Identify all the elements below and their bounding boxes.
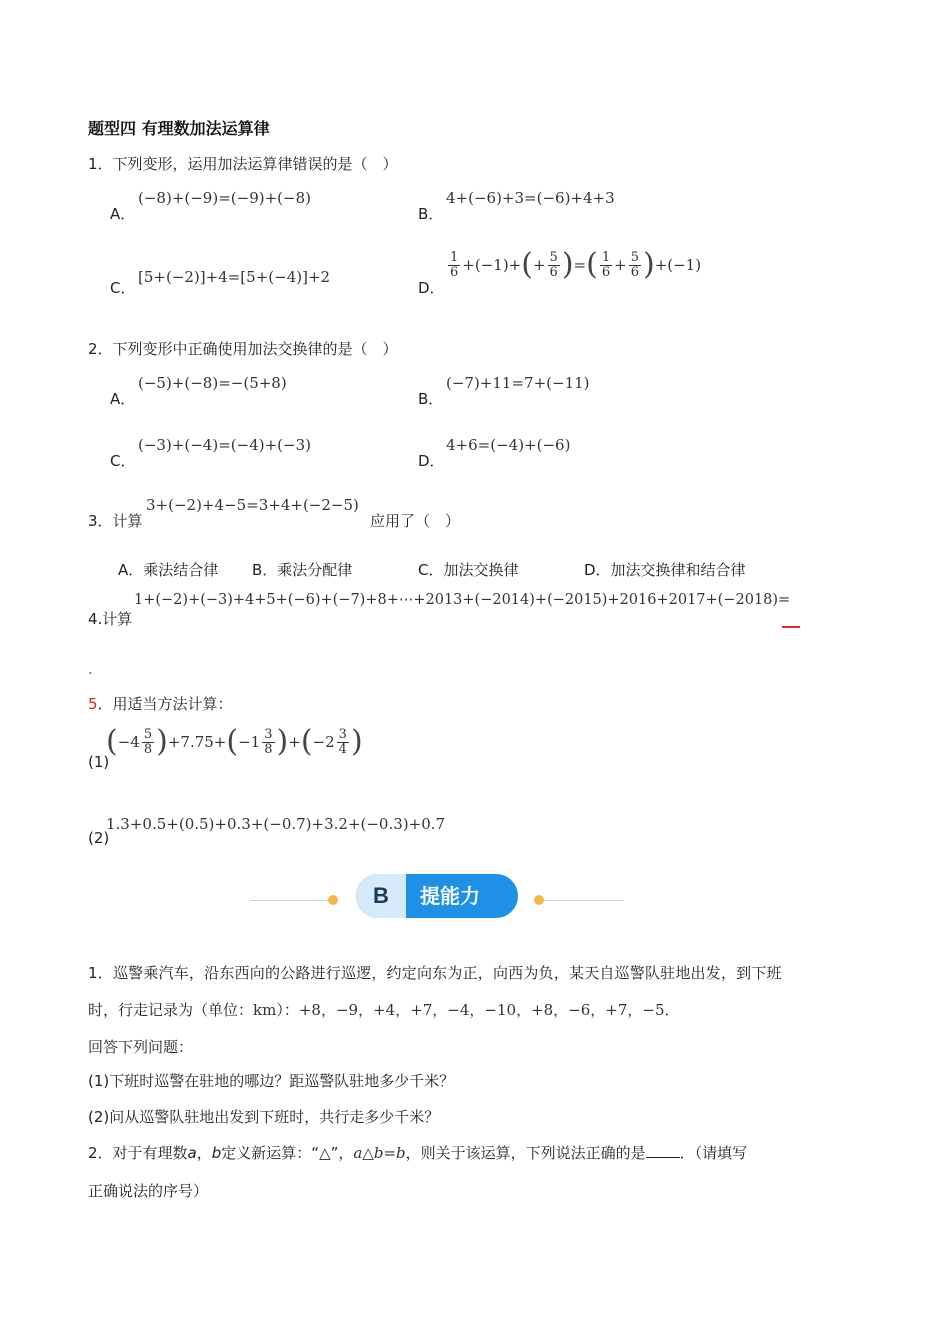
q5-number: 5	[88, 695, 98, 713]
b1-records: +8，−9，+4，+7，−4，−10，+8，−6，+7，−5．	[298, 1001, 680, 1019]
q5-part1-label: (1)	[88, 753, 110, 771]
q1-option-a-label: A．	[110, 205, 136, 223]
q3-option-c: C．加法交换律	[418, 561, 519, 579]
banner-line-left	[250, 900, 330, 901]
q1-option-c-expr: [5+(−2)]+4=[5+(−4)]+2	[138, 268, 331, 286]
q5-part1-expr: (−4 $\frac{5}{8}$ )+7.75+(−1 $\frac{3}{8}$ )+(−2 $\frac{3}{4}$ )	[106, 724, 363, 759]
b1-line2: 时，行走记录为（单位：km）：+8，−9，+4，+7，−4，−10，+8，−6，+7，−5．	[88, 1001, 680, 1019]
b2-answer-blank[interactable]	[646, 1157, 680, 1158]
banner-text: 提能力	[420, 884, 480, 908]
q3-prefix: 3．计算	[88, 512, 143, 530]
b2-line2: 正确说法的序号）	[88, 1182, 209, 1200]
q3-suffix: 应用了（ ）	[370, 512, 461, 530]
q5-part2-label: (2)	[88, 829, 110, 847]
b1-sub2: (2)问从巡警队驻地出发到下班时，共行走多少千米？	[88, 1108, 440, 1126]
banner-line-right	[544, 900, 624, 901]
q3-expr: 3+(−2)+4−5=3+4+(−2−5)	[146, 496, 359, 514]
b1-line3: 回答下列问题：	[88, 1038, 194, 1056]
q2-option-a-label: A．	[110, 390, 136, 408]
q3-option-d: D．加法交换律和结合律	[584, 561, 746, 579]
q3-option-a: A．乘法结合律	[118, 561, 219, 579]
q1-option-b-expr: 4+(−6)+3=(−6)+4+3	[446, 189, 615, 207]
b2-expr: a△b=b	[353, 1144, 406, 1162]
q5-part2-expr: 1.3+0.5+(0.5)+0.3+(−0.7)+3.2+(−0.3)+0.7	[106, 815, 446, 833]
q4-answer-blank[interactable]	[782, 614, 800, 632]
b2-line1: 2．对于有理数a，b定义新运算：“△”，a△b=b，则关于该运算，下列说法正确的是 ．（请填写	[88, 1144, 748, 1162]
q2-option-b-expr: (−7)+11=7+(−11)	[446, 374, 590, 392]
q2-option-c-label: C．	[110, 452, 136, 470]
q1-option-d-expr: $\frac{1}{6}$ +(−1)+(+ $\frac{5}{6}$ )=( $\frac{1}{6}$ + $\frac{5}{6}$ )+(−1)	[450, 247, 702, 282]
q1-option-b-label: B．	[418, 205, 444, 223]
q1-stem: 1．下列变形，运用加法运算律错误的是（ ）	[88, 155, 398, 173]
q1-option-d-label: D．	[418, 279, 445, 297]
q2-option-c-expr: (−3)+(−4)=(−4)+(−3)	[138, 436, 311, 454]
q2-option-d-expr: 4+6=(−4)+(−6)	[446, 436, 571, 454]
section-title: 题型四 有理数加法运算律	[88, 119, 270, 138]
q2-option-a-expr: (−5)+(−8)=−(5+8)	[138, 374, 287, 392]
q5-stem: 5．用适当方法计算：	[88, 695, 233, 713]
q1-option-a-expr: (−8)+(−9)=(−9)+(−8)	[138, 189, 311, 207]
b1-unit: km	[253, 1001, 277, 1019]
q2-option-d-label: D．	[418, 452, 445, 470]
q4-prefix: 4.计算	[88, 610, 133, 628]
b1-line1: 1．巡警乘汽车，沿东西向的公路进行巡逻，约定向东为正，向西为负，某天自巡警队驻地出发，到下班	[88, 964, 782, 982]
q4-expr: 1+(−2)+(−3)+4+5+(−6)+(−7)+8+⋯+2013+(−2014)+(−2015)+2016+2017+(−2018)=	[134, 592, 791, 608]
q2-stem: 2．下列变形中正确使用加法交换律的是（ ）	[88, 340, 398, 358]
banner-letter: B	[356, 874, 406, 918]
q3-option-b: B．乘法分配律	[252, 561, 353, 579]
b1-sub1: (1)下班时巡警在驻地的哪边？距巡警队驻地多少千米？	[88, 1072, 455, 1090]
banner-dot-right	[534, 895, 544, 905]
banner-dot-left	[328, 895, 338, 905]
q1-option-c-label: C．	[110, 279, 136, 297]
banner-pill	[356, 874, 518, 918]
q4-period: .	[88, 660, 93, 678]
q2-option-b-label: B．	[418, 390, 444, 408]
